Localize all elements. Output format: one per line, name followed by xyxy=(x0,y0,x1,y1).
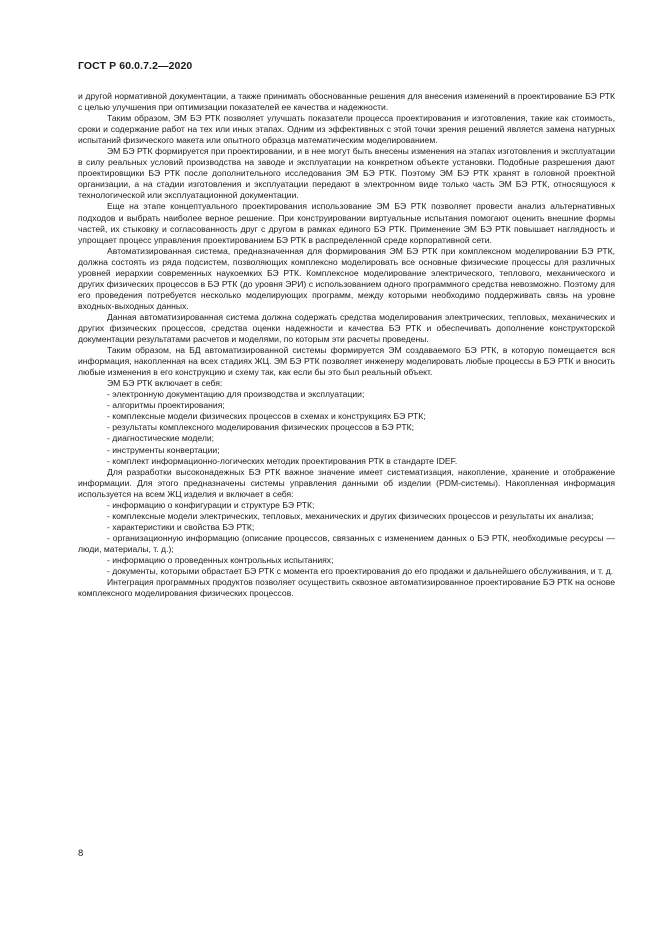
list-item: - характеристики и свойства БЭ РТК; xyxy=(107,521,255,532)
list-item: - информацию о проведенных контрольных испытаниях; xyxy=(107,554,334,565)
list-item: - организационную информацию (описание процессов, связанных с изменением данных о БЭ РТК, необходимые ресурсы — люди, материалы, т. д.); xyxy=(78,532,615,554)
paragraph: ЭМ БЭ РТК формируется при проектировании, и в нее могут быть внесены изменения на этапах изготовления и эксплуатации в силу реальных условий производства на заводе и эксплуатации на конкретном объекте установки. Подобные разрешения дают проектировщики БЭ РТК после дополнительного исследования ЭМ БЭ РТК. Поэтому ЭМ БЭ РТК хранят в головной проектной организации, а на стадии изготовления и эксплуатации передают в электронном виде только часть ЭМ БЭ РТК, относящуюся к технологической или эксплуатационной документации. xyxy=(78,146,615,201)
list-item: - электронную документацию для производства и эксплуатации; xyxy=(107,389,365,400)
paragraph: Автоматизированная система, предназначенная для формирования ЭМ БЭ РТК при комплексном моделировании БЭ РТК, должна состоять из ряда подсистем, позволяющих комплексно моделировать все основные физические процессы для различных уровней иерархии современных наукоемких БЭ РТК. Комплексное моделирование электрического, теплового, механического и других физических процессов в БЭ РТК (до уровня ЭРИ) с использованием одного программного средства невозможно. Поэтому для его проведения потребуется несколько моделирующих программ, между которыми необходимо поддерживать связь на уровне входных-выходных данных. xyxy=(78,245,615,311)
list-item: - алгоритмы проектирования; xyxy=(107,400,225,411)
paragraph: и другой нормативной документации, а также принимать обоснованные решения для внесения изменений в проектирование БЭ РТК с целью улучшения при оптимизации показателей ее качества и надежности. xyxy=(78,91,615,113)
list-item: - документы, которыми обрастает БЭ РТК с момента его проектирования до его продажи и дальнейшего обслуживания, и т. д. xyxy=(107,566,614,577)
list-item: - результаты комплексного моделирования физических процессов в БЭ РТК; xyxy=(107,422,415,433)
list-item: - комплект информационно-логических методик проектирования РТК в стандарте IDEF. xyxy=(107,455,458,466)
paragraph: Таким образом, на БД автоматизированной системы формируется ЭМ создаваемого БЭ РТК, в которую помещается вся информация, накопленная на всех стадиях ЖЦ. ЭМ БЭ РТК позволяет инженеру моделировать любые процессы в БЭ РТК и вносить любые изменения в его конструкцию и схему так, как если бы это был реальный объект. xyxy=(78,345,615,378)
paragraph: Еще на этапе концептуального проектирования использование ЭМ БЭ РТК позволяет провести анализ альтернативных подходов и выбрать наиболее верное решение. При конструировании виртуальные испытания помогают оценить внешние формы частей, их стыковку и согласованность друг с другом в рамках единого БЭ РТК. Применение ЭМ БЭ РТК повышает наглядность и упрощает процесс управления проектированием БЭ РТК в распределенной среде корпоративной сети. xyxy=(78,201,615,245)
list-item: - комплексные модели электрических, тепловых, механических и других физических процессов и результаты их анализа; xyxy=(107,510,594,521)
page-number: 8 xyxy=(78,848,84,859)
list-item: - комплексные модели физических процессов в схемах и конструкциях БЭ РТК; xyxy=(107,411,426,422)
list-item: - инструменты конвертации; xyxy=(107,444,220,455)
paragraph: Данная автоматизированная система должна содержать средства моделирования электрических, тепловых, механических и других физических процессов, средства оценки надежности и качества БЭ РТК и обеспечивать дополнение конструкторской документации результатами расчетов и моделями, по которым эти расчеты проведены. xyxy=(78,311,615,345)
list-item: - информацию о конфигурации и структуре БЭ РТК; xyxy=(107,499,315,510)
document-header: ГОСТ Р 60.0.7.2—2020 xyxy=(78,60,193,72)
paragraph: ЭМ БЭ РТК включает в себя: xyxy=(107,378,223,389)
paragraph: Интеграция программных продуктов позволяет осуществить сквозное автоматизированное проектирование БЭ РТК на основе комплексного моделирования физических процессов. xyxy=(78,577,615,599)
paragraph: Для разработки высоконадежных БЭ РТК важное значение имеет систематизация, накопление, хранение и отображение информации. Для этого предназначены системы управления данными об изделии (PDM-системы). Накопленная информация используется на всем ЖЦ изделия и включает в себя: xyxy=(78,466,615,499)
paragraph: Таким образом, ЭМ БЭ РТК позволяет улучшать показатели процесса проектирования и изготовления, такие как стоимость, сроки и содержание работ на тех или иных этапах. Одним из эффективных с этой точки зрения решений является замена натурных испытаний физического макета или опытного образца математическим моделированием. xyxy=(78,113,615,146)
list-item: - диагностические модели; xyxy=(107,433,215,444)
document-body xyxy=(78,91,615,599)
